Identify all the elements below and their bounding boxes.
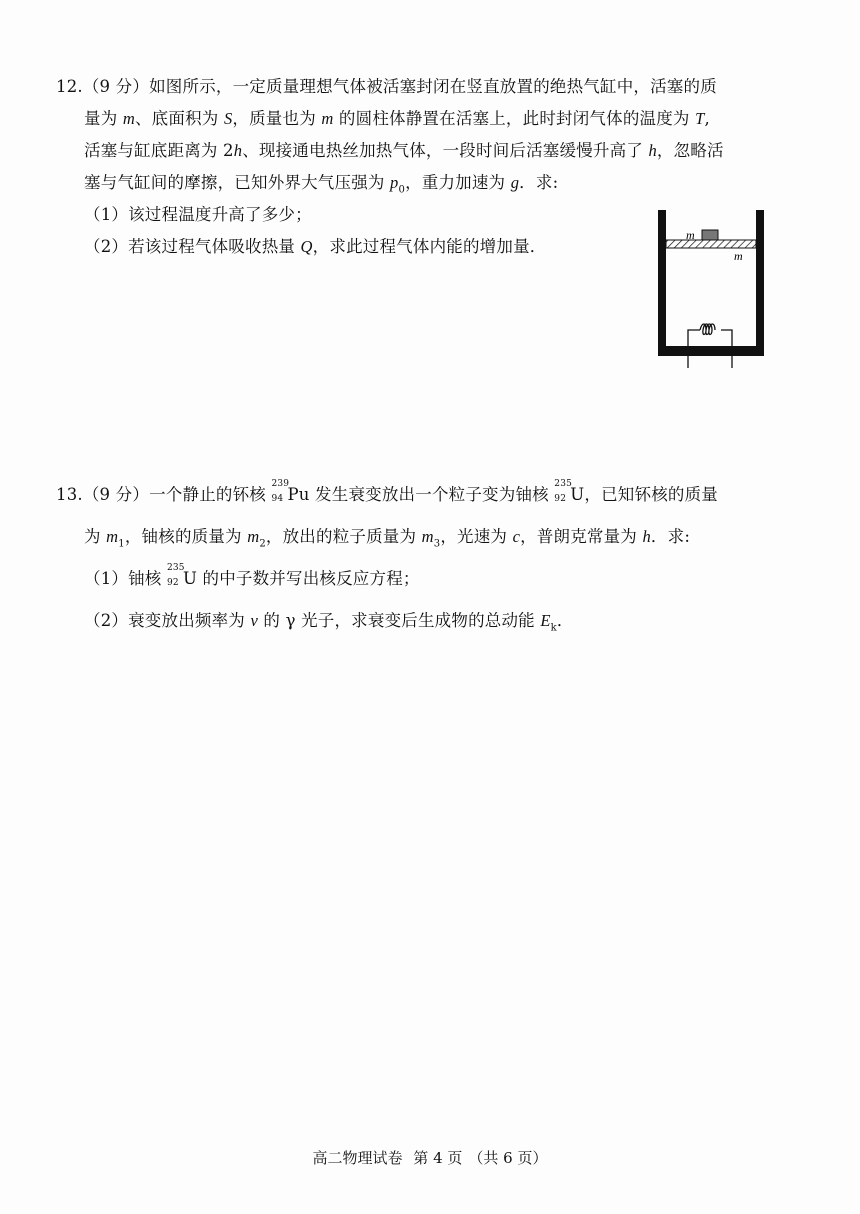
q12-text: ．求:: [519, 173, 559, 192]
var-sub: 2: [259, 538, 266, 550]
q13-text: ，铀核的质量为: [124, 527, 248, 546]
atomic-number: 94: [271, 494, 284, 504]
q12-sub-1: （1）该过程温度升高了多少；: [84, 205, 312, 224]
q12-sub-2: [84, 236, 546, 258]
q13-score: （9 分）: [82, 485, 150, 504]
q12-text: 、底面积为: [134, 109, 224, 128]
var-Q: Q: [300, 237, 313, 256]
nuclide-u: [554, 479, 585, 506]
q13-text: 的 γ 光子，求衰变后生成物的总动能: [257, 611, 541, 630]
mass-number: 235: [166, 563, 185, 573]
var-m: m: [247, 527, 260, 546]
atomic-number: 92: [554, 494, 567, 504]
q12-line-1: [56, 76, 717, 98]
q13-sub-1: [84, 563, 420, 590]
q12-text: ，求此过程气体内能的增加量．: [312, 237, 547, 256]
heater-coil: [700, 324, 715, 335]
q12-text: ，质量也为: [232, 109, 322, 128]
q13-text: ．求:: [650, 527, 691, 546]
cylinder-block: [702, 230, 718, 240]
q13-text: ，放出的粒子质量为: [265, 527, 422, 546]
var-T: T: [695, 109, 705, 128]
q13-text: ，已知钚核的质量: [584, 485, 719, 504]
element-symbol: U: [570, 485, 585, 504]
var-m: m: [122, 109, 135, 128]
q13-sub-2: [84, 610, 574, 639]
q13-line-2: [84, 526, 690, 555]
var-h: h: [233, 141, 243, 160]
var-m: m: [421, 527, 434, 546]
q12-text: （2）若该过程气体吸收热量: [84, 237, 301, 256]
q12-text: 塞与气缸间的摩擦，已知外界大气压强为: [84, 173, 391, 192]
heater-wire-right: [721, 330, 732, 346]
q12-score: （9 分）: [82, 77, 150, 96]
q13-text: 为: [84, 527, 107, 546]
label-m-block: m: [686, 228, 695, 242]
page-footer: [0, 1148, 860, 1168]
q13-text: （1）铀核: [84, 569, 167, 588]
var-sub: 3: [433, 538, 441, 550]
cylinder-left-wall: [658, 210, 666, 356]
var-p-sub: 0: [398, 184, 406, 196]
q13-text: 发生衰变放出一个粒子变为铀核: [309, 485, 555, 504]
var-sub: 1: [118, 538, 125, 550]
q13-text: （2）衰变放出频率为: [84, 611, 251, 630]
footer-title: 高二物理试卷: [312, 1149, 403, 1167]
q12-text: 活塞与缸底距离为 2: [84, 141, 234, 160]
var-sub: k: [550, 622, 557, 634]
q13-text: ，光速为: [440, 527, 513, 546]
heater-wire-left: [688, 330, 700, 346]
mass-number: 239: [271, 479, 290, 489]
nuclide-u: [166, 563, 198, 590]
atomic-number: 92: [166, 578, 179, 588]
label-m-piston: m: [734, 249, 743, 263]
footer-page-total: （共 6 页）: [468, 1149, 548, 1167]
q13-number: 13.: [56, 485, 83, 504]
var-S: S: [223, 109, 233, 128]
var-h: h: [642, 527, 651, 546]
cylinder-bottom: [658, 346, 764, 356]
q12-number: 12.: [56, 77, 83, 96]
q12-text: ，重力加速为: [405, 173, 511, 192]
var-nu: ν: [250, 611, 258, 630]
var-c: c: [512, 527, 521, 546]
var-g: g: [510, 173, 520, 192]
var-m: m: [106, 527, 119, 546]
piston: [666, 240, 756, 248]
q12-line-4: [84, 172, 558, 201]
element-symbol: U: [182, 569, 198, 588]
nuclide-pu: [271, 479, 310, 506]
var-m: m: [321, 109, 334, 128]
q13-text: ．: [556, 611, 574, 630]
q12-line-3: [84, 140, 724, 162]
q12-text: 、现接通电热丝加热气体，一段时间后活塞缓慢升高了: [242, 141, 649, 160]
cylinder-right-wall: [756, 210, 764, 356]
q12-text: 量为: [84, 109, 123, 128]
q13-text: 一个静止的钚核: [149, 485, 272, 504]
var-p: p: [390, 173, 399, 192]
q12-text: ,: [704, 109, 710, 128]
q13-text: 的中子数并写出核反应方程；: [197, 569, 420, 588]
var-E: E: [540, 611, 551, 630]
q13-text: ，普朗克常量为: [520, 527, 643, 546]
q12-line-2: [84, 108, 710, 130]
q12-text: 的圆柱体静置在活塞上，此时封闭气体的温度为: [333, 109, 696, 128]
element-symbol: Pu: [287, 485, 310, 504]
q13-line-1: [56, 479, 719, 506]
cylinder-diagram: [652, 206, 776, 372]
q12-text: ，忽略活: [656, 141, 724, 160]
q12-text-1: 如图所示，一定质量理想气体被活塞封闭在竖直放置的绝热气缸中，活塞的质: [149, 77, 717, 96]
var-h: h: [648, 141, 657, 160]
mass-number: 235: [554, 479, 573, 489]
footer-page-number: 第 4 页: [413, 1149, 463, 1167]
